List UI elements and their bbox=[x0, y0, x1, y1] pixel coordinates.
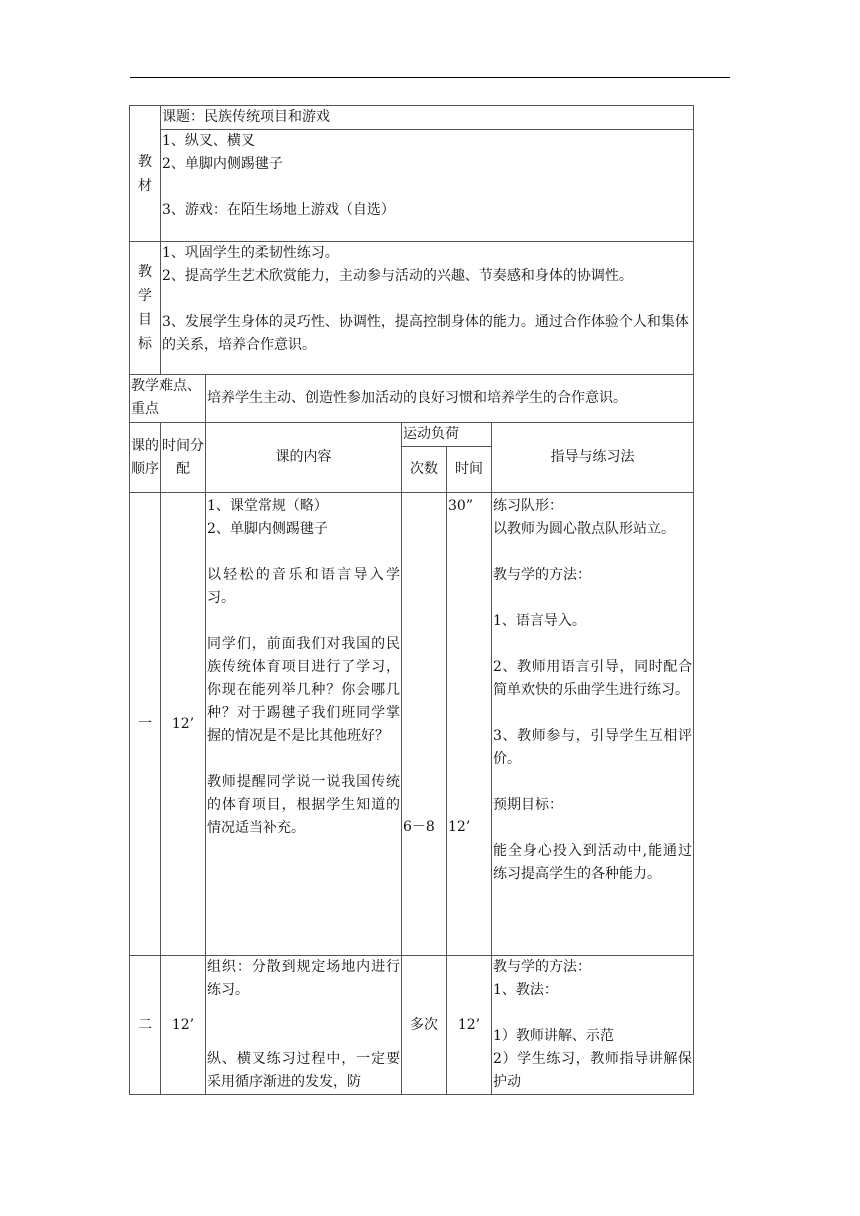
row-method: 练习队形： 以教师为圆心散点队形站立。 教与学的方法： 1、语言导入。 2、教师用语言引导，同时配合简单欢快的乐曲学生进行练习。 3、教师参与，引导学生互相评价。 预期目标： 能全身心投入到活动中,能通过练习提高学生的各种能力。 bbox=[492, 493, 694, 956]
row-content: 1、课堂常规（略） 2、单脚内侧踢毽子 以轻松的音乐和语言导入学习。 同学们，前面我们对我国的民族传统体育项目进行了学习，你现在能列举几种？你会哪几种？对于踢毽子我们班同学掌握的情况是不是比其他班好？ 教师提醒同学说一说我国传统的体育项目，根据学生知道的情况适当补充。 bbox=[206, 493, 402, 956]
row-method: 教与学的方法： 1、教法： 1）教师讲解、示范 2）学生练习，教师指导讲解保护动 bbox=[492, 956, 694, 1095]
row-time: 30” 12’ bbox=[447, 493, 492, 956]
row-time-alloc: 12’ bbox=[161, 493, 206, 956]
goal-item: 2、提高学生艺术欣赏能力，主动参与活动的兴趣、节奏感和身体的协调性。 bbox=[162, 268, 633, 284]
goals-cell bbox=[161, 242, 694, 375]
key-points-label: 教学难点、重点 bbox=[130, 375, 206, 423]
row-count: 多次 bbox=[402, 956, 447, 1095]
material-item: 2、单脚内侧踢毽子 bbox=[162, 156, 283, 172]
row-time: 12’ bbox=[447, 956, 492, 1095]
header-method: 指导与练习法 bbox=[492, 423, 694, 493]
row-time-alloc: 12’ bbox=[161, 956, 206, 1095]
row-count: 6－8 bbox=[402, 493, 447, 956]
lesson-plan-table bbox=[129, 105, 694, 1095]
row-order: 一 bbox=[130, 493, 161, 956]
header-order: 课的顺序 bbox=[130, 423, 161, 493]
header-time: 时间 bbox=[447, 447, 492, 493]
header-rule bbox=[130, 77, 730, 78]
materials-label: 教 材 bbox=[130, 106, 161, 242]
header-count: 次数 bbox=[402, 447, 447, 493]
goal-item: 1、巩固学生的柔韧性练习。 bbox=[162, 245, 339, 261]
header-content: 课的内容 bbox=[206, 423, 402, 493]
table-row bbox=[130, 956, 694, 1095]
header-load: 运动负荷 bbox=[402, 423, 492, 447]
material-item: 1、纵叉、横叉 bbox=[162, 133, 255, 149]
materials-cell bbox=[161, 130, 694, 242]
table-row bbox=[130, 493, 694, 956]
key-points-text: 培养学生主动、创造性参加活动的良好习惯和培养学生的合作意识。 bbox=[206, 375, 694, 423]
header-time-alloc: 时间分配 bbox=[161, 423, 206, 493]
topic-cell: 课题：民族传统项目和游戏 bbox=[161, 106, 694, 130]
material-item: 3、游戏：在陌生场地上游戏（自选） bbox=[162, 202, 395, 218]
row-content: 组织：分散到规定场地内进行练习。 纵、横叉练习过程中，一定要采用循序渐进的发发，防 bbox=[206, 956, 402, 1095]
row-order: 二 bbox=[130, 956, 161, 1095]
goals-label: 教 学 目 标 bbox=[130, 242, 161, 375]
goal-item: 3、发展学生身体的灵巧性、协调性，提高控制身体的能力。通过合作体验个人和集体的关系，培养合作意识。 bbox=[162, 314, 689, 353]
